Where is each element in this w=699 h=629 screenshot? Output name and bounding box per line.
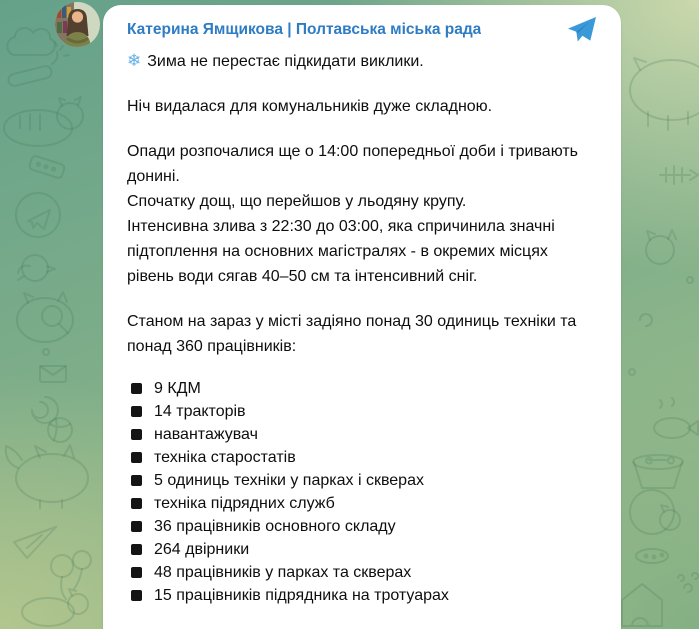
list-item — [127, 515, 597, 538]
list-item-text: 15 працівників підрядника на тротуарах — [154, 587, 449, 604]
channel-avatar[interactable] — [55, 2, 100, 47]
list-item-text: техніка підрядних служб — [154, 495, 335, 512]
black-square-bullet-icon — [131, 567, 142, 578]
weather-paragraph — [127, 139, 597, 289]
list-item-text: 9 КДМ — [154, 380, 201, 397]
black-square-bullet-icon — [131, 406, 142, 417]
snowflake-emoji-icon: ❄ — [127, 51, 142, 71]
status-paragraph: Станом на зараз у місті задіяно понад 30 одиниць техніки та понад 360 працівників: — [127, 313, 577, 355]
list-item-text: навантажувач — [154, 426, 258, 443]
list-item — [127, 423, 597, 446]
list-item-text: 14 тракторів — [154, 403, 246, 420]
black-square-bullet-icon — [131, 498, 142, 509]
list-item-text: 264 двірники — [154, 541, 250, 558]
list-item-text: 48 працівників у парках та скверах — [154, 564, 412, 581]
avatar-photo — [55, 2, 100, 47]
list-item — [127, 561, 597, 584]
black-square-bullet-icon — [131, 475, 142, 486]
weather-line: Опади розпочалися ще о 14:00 попередньої доби і тривають донині. — [127, 143, 579, 185]
list-item — [127, 469, 597, 492]
message-header — [127, 13, 597, 47]
list-item — [127, 584, 597, 607]
intro-text: Зима не перестає підкидати виклики. — [147, 53, 424, 70]
list-item — [127, 377, 597, 400]
black-square-bullet-icon — [131, 452, 142, 463]
black-square-bullet-icon — [131, 429, 142, 440]
message-text — [127, 49, 597, 607]
channel-name[interactable]: Катерина Ямщикова | Полтавська міська рада — [127, 21, 482, 38]
telegram-plane-icon — [567, 16, 597, 44]
list-item — [127, 446, 597, 469]
intro-paragraph — [127, 49, 597, 74]
night-paragraph: Ніч видалася для комунальників дуже складною. — [127, 98, 493, 115]
resources-list — [127, 377, 597, 607]
message-bubble — [103, 5, 621, 629]
list-item-text: 36 працівників основного складу — [154, 518, 396, 535]
black-square-bullet-icon — [131, 383, 142, 394]
list-item — [127, 492, 597, 515]
black-square-bullet-icon — [131, 590, 142, 601]
black-square-bullet-icon — [131, 544, 142, 555]
list-item — [127, 400, 597, 423]
list-item-text: 5 одиниць техніки у парках і скверах — [154, 472, 424, 489]
weather-line: Спочатку дощ, що перейшов у льодяну крупу. — [127, 193, 467, 210]
black-square-bullet-icon — [131, 521, 142, 532]
list-item — [127, 538, 597, 561]
list-item-text: техніка старостатів — [154, 449, 296, 466]
weather-line: Інтенсивна злива з 22:30 до 03:00, яка спричинила значні підтоплення на основних магістралях - в окремих місцях рівень води сягав 40–50 см та інтенсивний сніг. — [127, 218, 555, 285]
